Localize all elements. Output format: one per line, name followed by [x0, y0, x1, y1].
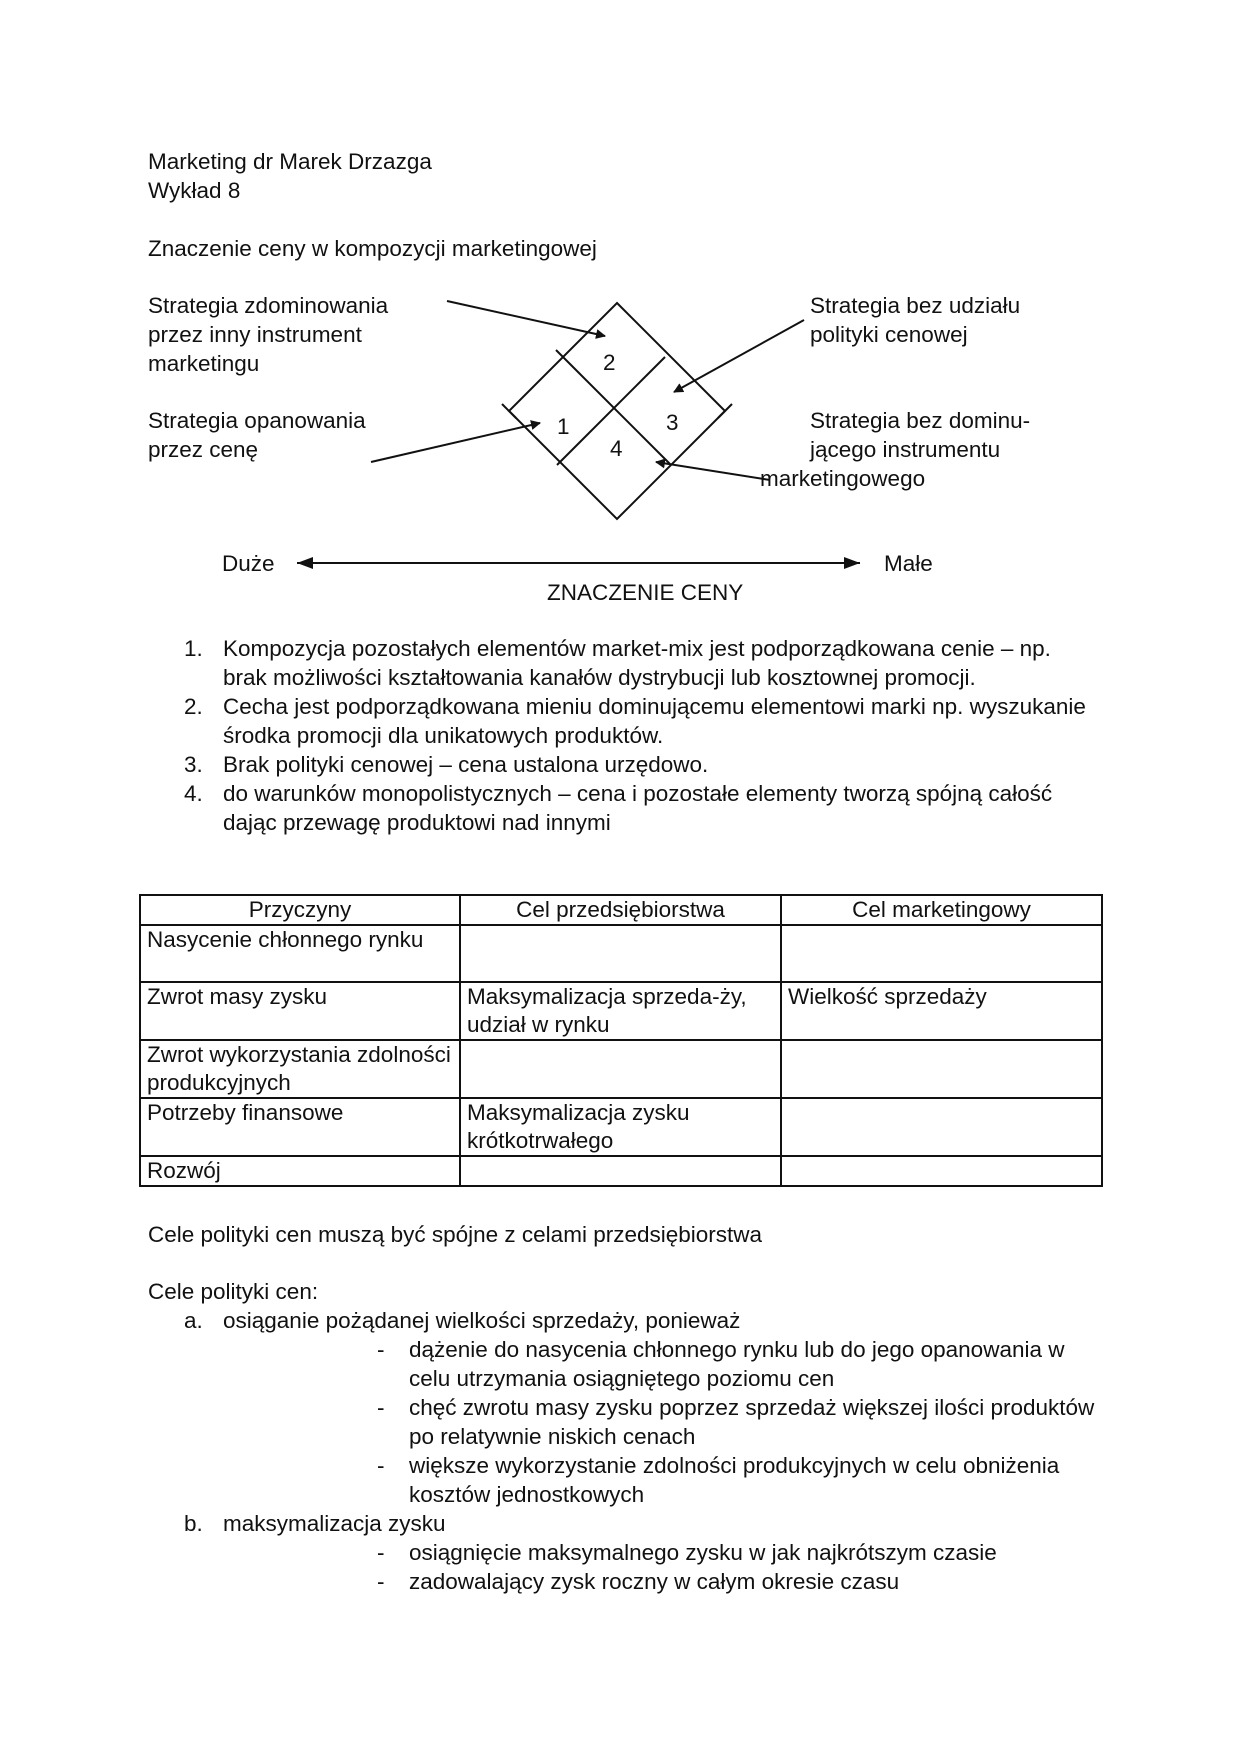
table-row	[140, 1040, 1102, 1098]
label-line: Strategia opanowania	[148, 408, 366, 433]
axis-title: ZNACZENIE CENY	[547, 580, 744, 605]
list-number: 1.	[184, 636, 203, 661]
list-text: większe wykorzystanie zdolności produkcyjnych w celu obniżenia kosztów jednostkowych	[409, 1453, 1060, 1507]
column-header: Przyczyny	[140, 895, 460, 925]
pointer-arrow	[371, 423, 540, 462]
label-line: jącego instrumentu	[810, 437, 1001, 462]
table-cell: Rozwój	[140, 1156, 460, 1186]
table-cell	[460, 1156, 781, 1186]
table-cell: Zwrot wykorzystania zdolności produkcyjnych	[140, 1040, 460, 1098]
label-line: przez cenę	[148, 437, 259, 462]
list-text: Kompozycja pozostałych elementów market-mix jest podporządkowana cenie – np. brak możliwości kształtowania kanałów dystrybucji lub kosztownej promocji.	[223, 636, 1051, 690]
label-line: Strategia bez udziału	[810, 293, 1021, 318]
table-row	[140, 925, 1102, 982]
list-item	[176, 750, 1096, 779]
list-text: dążenie do nasycenia chłonnego rynku lub do jego opanowania w celu utrzymania osiągniętego poziomu cen	[409, 1337, 1065, 1391]
label-line: polityki cenowej	[810, 322, 968, 347]
list-text: osiąganie pożądanej wielkości sprzedaży, ponieważ	[223, 1308, 741, 1333]
list-text: chęć zwrotu masy zysku poprzez sprzedaż większej ilości produktów po relatywnie niskich cenach	[409, 1395, 1095, 1449]
sub-list-item: - osiągnięcie maksymalnego zysku w jak najkrótszym czasie	[377, 1540, 997, 1565]
section-title: Znaczenie ceny w kompozycji marketingowej	[148, 236, 597, 261]
list-text: osiągnięcie maksymalnego zysku w jak najkrótszym czasie	[409, 1540, 997, 1565]
cell-number: 3	[666, 410, 679, 435]
table-header-row	[140, 895, 1102, 925]
label-line: marketingowego	[760, 466, 926, 491]
sub-list	[371, 1335, 1101, 1509]
numbered-list	[176, 634, 1096, 837]
sub-list-item: - większe wykorzystanie zdolności produkcyjnych w celu obniżenia kosztów jednostkowych	[377, 1453, 1060, 1507]
table-row	[140, 1156, 1102, 1186]
list-marker: a.	[184, 1308, 203, 1333]
list-item	[176, 692, 1096, 750]
goals-title: Cele polityki cen:	[148, 1279, 319, 1304]
list-number: 2.	[184, 694, 203, 719]
list-item	[176, 1509, 1116, 1596]
label-line: Strategia bez dominu-	[810, 408, 1031, 433]
table-cell	[781, 1098, 1102, 1156]
table-row	[140, 982, 1102, 1040]
list-text: maksymalizacja zysku	[223, 1511, 446, 1536]
column-header: Cel marketingowy	[781, 895, 1102, 925]
table-cell: Wielkość sprzedaży	[781, 982, 1102, 1040]
goals-list	[176, 1306, 1116, 1596]
sub-list	[371, 1538, 1101, 1596]
list-item	[176, 779, 1096, 837]
table-cell	[781, 925, 1102, 982]
table-cell: Maksymalizacja zysku krótkotrwałego	[460, 1098, 781, 1156]
list-text: do warunków monopolistycznych – cena i pozostałe elementy tworzą spójną całość dając przewagę produktowi nad innymi	[223, 781, 1053, 835]
table-cell	[460, 925, 781, 982]
axis-arrowhead-right	[844, 557, 860, 569]
table-cell	[781, 1156, 1102, 1186]
table-cell	[460, 1040, 781, 1098]
list-item	[176, 634, 1096, 692]
table-cell	[781, 1040, 1102, 1098]
pointer-arrow	[447, 301, 605, 336]
pointer-arrow	[674, 320, 804, 392]
pointer-arrow	[656, 462, 770, 480]
cell-number: 2	[603, 350, 616, 375]
axis-right-label: Małe	[884, 551, 933, 576]
lecture-number: Wykład 8	[148, 178, 241, 203]
list-text: zadowalający zysk roczny w całym okresie czasu	[409, 1569, 900, 1594]
label-line: Strategia zdominowania	[148, 293, 389, 318]
axis-left-label: Duże	[222, 551, 275, 576]
list-number: 3.	[184, 752, 203, 777]
sub-list-item: - chęć zwrotu masy zysku poprzez sprzedaż większej ilości produktów po relatywnie niskich cenach	[377, 1395, 1095, 1449]
table-cell: Zwrot masy zysku	[140, 982, 460, 1040]
list-item	[176, 1306, 1116, 1509]
column-header: Cel przedsiębiorstwa	[460, 895, 781, 925]
sub-list-item: - zadowalający zysk roczny w całym okresie czasu	[377, 1569, 900, 1594]
pricing-goals-table	[139, 894, 1103, 1187]
table-cell: Potrzeby finansowe	[140, 1098, 460, 1156]
table-row	[140, 1098, 1102, 1156]
cell-number: 4	[610, 436, 623, 461]
list-number: 4.	[184, 781, 203, 806]
table-cell: Maksymalizacja sprzeda-ży, udział w rynku	[460, 982, 781, 1040]
list-text: Brak polityki cenowej – cena ustalona urzędowo.	[223, 752, 709, 777]
list-marker: b.	[184, 1511, 203, 1536]
table-cell: Nasycenie chłonnego rynku	[140, 925, 460, 982]
statement: Cele polityki cen muszą być spójne z celami przedsiębiorstwa	[148, 1222, 763, 1247]
label-line: marketingu	[148, 351, 260, 376]
strategy-diamond-diagram	[0, 0, 1240, 620]
axis-arrowhead-left	[297, 557, 313, 569]
cell-number: 1	[557, 414, 570, 439]
document-title: Marketing dr Marek Drzazga	[148, 149, 432, 174]
label-line: przez inny instrument	[148, 322, 362, 347]
sub-list-item: - dążenie do nasycenia chłonnego rynku lub do jego opanowania w celu utrzymania osiągniętego poziomu cen	[377, 1337, 1065, 1391]
list-text: Cecha jest podporządkowana mieniu dominującemu elementowi marki np. wyszukanie środka promocji dla unikatowych produktów.	[223, 694, 1086, 748]
